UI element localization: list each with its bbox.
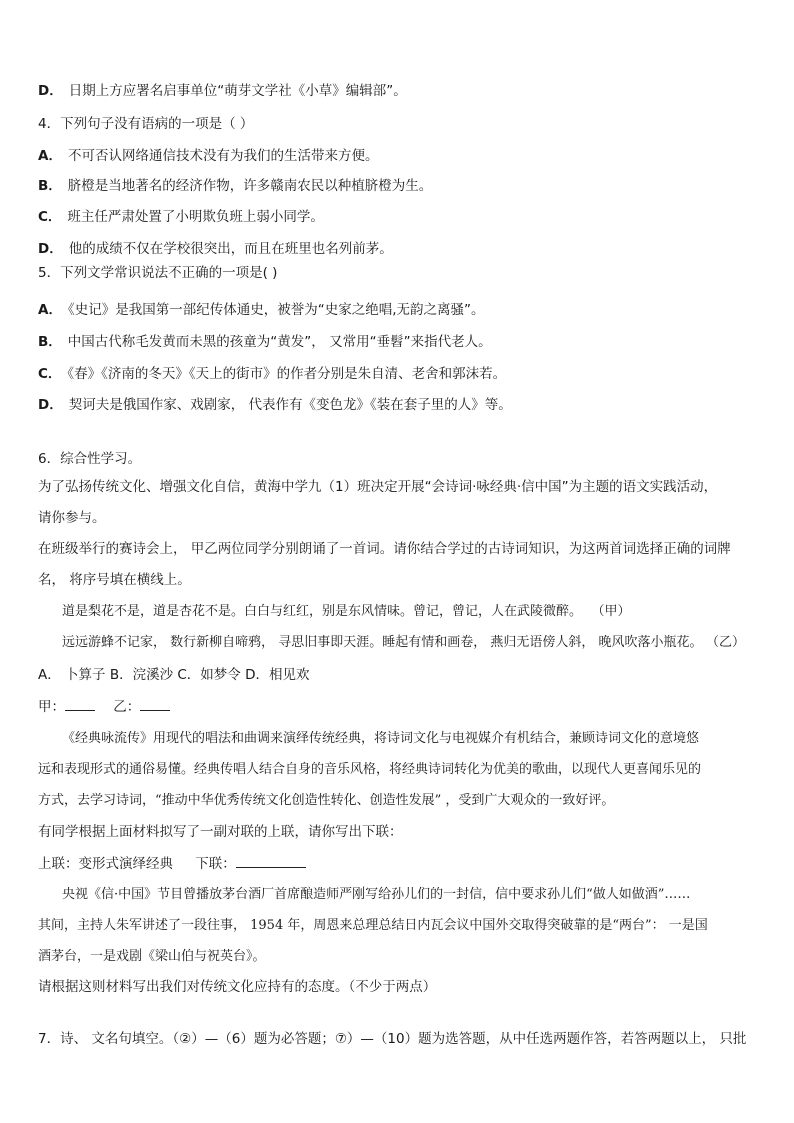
q4-option-d [38, 239, 393, 259]
option-text: 脐橙是当地著名的经济作物，许多赣南农民以种植脐橙为生。 [67, 178, 433, 194]
option-text: 他的成绩不仅在学校很突出，而且在班里也名列前茅。 [68, 241, 393, 257]
q3-option-d [38, 81, 407, 101]
q5-option-c [38, 364, 506, 384]
option-label: C． [38, 366, 62, 382]
q6-intro-line2: 请你参与。 [38, 510, 106, 526]
q6-para2-line3: 方式，去学习诗词，“推动中华优秀传统文化创造性转化、创造性发展” ，受到广大观众的一致好评。 [38, 793, 615, 808]
q6-para3-line3: 酒茅台，一是戏剧《梁山伯与祝英台》。 [38, 949, 266, 964]
poem-jia [62, 602, 631, 622]
poem-yi-text: 远远游蜂不记家， 数行新柳自啼鸦， 寻思旧事即天涯。睡起有情和画卷， 燕归无语傍人斜， 晚风吹落小瓶花。 [62, 635, 703, 650]
q5-stem: 5．下列文学常识说法不正确的一项是( ) [38, 265, 278, 281]
ci-pai-choices: A． 卜算子 B．浣溪沙 C．如梦令 D．相见欢 [38, 667, 310, 683]
q7-stem: 7．诗、 文名句填空。（②）—（6）题为必答题；⑦）—（10）题为选答题，从中任选两题作答，若答两题以上， 只批 [38, 1031, 747, 1047]
q6-para2-line2: 远和表现形式的通俗易懂。经典传唱人结合自身的音乐风格，将经典诗词转化为优美的歌曲，以现代人更喜闻乐见的 [38, 762, 702, 777]
option-text: 《史记》是我国第一部纪传体通史，被誉为“史家之绝唱,无韵之离骚”。 [67, 302, 485, 318]
poem-yi-tag: （乙） [712, 635, 746, 650]
q6-stem: 6．综合性学习。 [38, 451, 142, 467]
yi-label: 乙： [113, 699, 141, 715]
q4-option-b [38, 176, 432, 196]
option-label: B． [38, 334, 62, 350]
q6-task1-line1: 在班级举行的赛诗会上， 甲乙两位同学分别朗诵了一首词。请你结合学过的古诗词知识，为这两首词选择正确的词牌 [38, 541, 731, 557]
q4-stem: 4．下列句子没有语病的一项是（ ） [38, 116, 254, 132]
q6-para2-line1: 《经典咏流传》用现代的唱法和曲调来演绎传统经典，将诗词文化与电视媒介有机结合，兼顾诗词文化的意境悠 [62, 731, 700, 746]
q6-task2: 有同学根据上面材料拟写了一副对联的上联，请你写出下联： [38, 824, 403, 840]
option-label: C． [38, 209, 62, 225]
answer-line-jia-yi [38, 696, 170, 717]
q5-option-a [38, 300, 484, 320]
poem-jia-text: 道是梨花不是，道是杏花不是。白白与红红，别是东风情味。曾记，曾记，人在武陵微醉。 [62, 604, 583, 619]
yi-blank[interactable] [140, 696, 170, 711]
option-label: A． [38, 302, 62, 318]
couplet-lower-label: 下联： [195, 856, 236, 872]
q4-option-a [38, 146, 378, 166]
option-label: D． [38, 241, 63, 257]
option-label: A． [38, 148, 62, 164]
option-label: D． [38, 83, 63, 99]
q6-intro-line1: 为了弘扬传统文化、增强文化自信，黄海中学九（1）班决定开展“会诗词·咏经典·信中国”为主题的语文实践活动， [38, 479, 718, 495]
poem-yi [62, 633, 745, 653]
option-text: 不可否认网络通信技术没有为我们的生活带来方便。 [67, 148, 379, 164]
q6-task3: 请根据这则材料写出我们对传统文化应持有的态度。（不少于两点） [38, 979, 437, 995]
q6-task1-line2: 名， 将序号填在横线上。 [38, 572, 191, 588]
couplet-lower-blank[interactable] [236, 853, 306, 868]
q6-para3-line2: 其间，主持人朱军讲述了一段往事， 1954 年，周恩来总理总结日内瓦会议中国外交取得突破靠的是“两台”： 一是国 [38, 918, 708, 933]
q5-option-b [38, 332, 492, 352]
jia-label: 甲： [38, 699, 65, 715]
option-text: 日期上方应署名启事单位“萌芽文学社《小草》编辑部”。 [68, 83, 407, 99]
option-text: 中国古代称毛发黄而未黑的孩童为“黄发”， 又常用“垂髫”来指代老人。 [67, 334, 492, 350]
option-text: 契诃夫是俄国作家、戏剧家， 代表作有《变色龙》《装在套子里的人》等。 [68, 397, 512, 413]
option-label: B． [38, 178, 62, 194]
couplet-upper: 上联：变形式演绎经典 [38, 856, 173, 872]
poem-jia-tag: （甲） [598, 604, 631, 619]
option-text: 《春》《济南的冬天》《天上的街市》的作者分别是朱自清、老舍和郭沫若。 [67, 366, 507, 382]
q5-option-d [38, 395, 512, 415]
option-label: D． [38, 397, 63, 413]
q6-para3-line1: 央视《信·中国》节目曾播放茅台酒厂首席酿造师严刚写给孙儿们的一封信，信中要求孙儿们“做人如做酒”…… [62, 887, 691, 902]
couplet-line [38, 853, 306, 874]
q4-option-c [38, 207, 324, 227]
option-text: 班主任严肃处置了小明欺负班上弱小同学。 [67, 209, 324, 225]
jia-blank[interactable] [65, 696, 95, 711]
